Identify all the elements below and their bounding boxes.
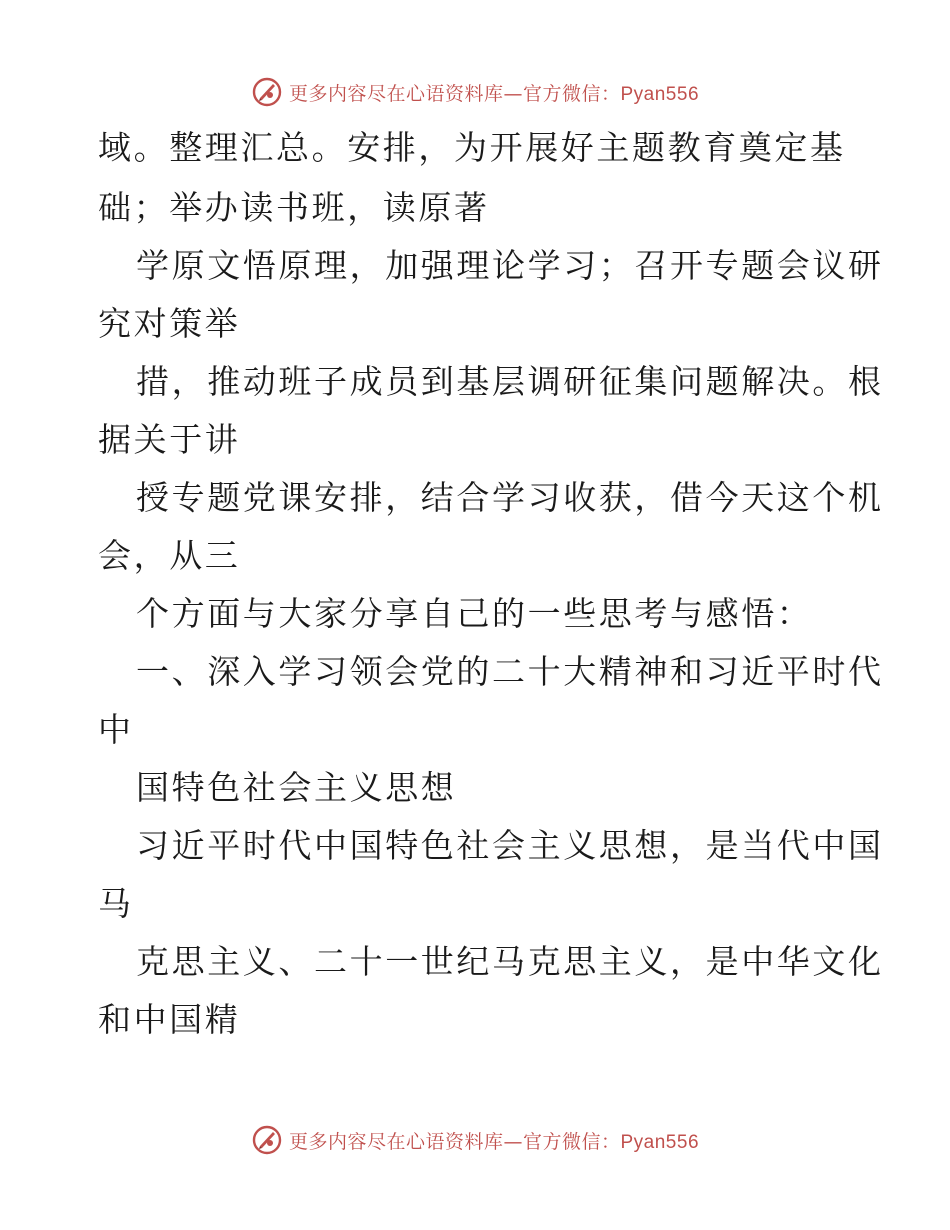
body-line: 克思主义、二十一世纪马克思主义，是中华文化: [136, 942, 884, 981]
body-line: 马: [98, 884, 134, 923]
body-line: 个方面与大家分享自己的一些思考与感悟：: [136, 594, 813, 633]
banner-text: 更多内容尽在心语资料库—官方微信：Pyan556: [288, 82, 700, 105]
body-line: 学原文悟原理，加强理论学习；召开专题会议研: [136, 246, 884, 285]
body-line: 授专题党课安排，结合学习收获，借今天这个机: [136, 478, 884, 517]
banner-text: 更多内容尽在心语资料库—官方微信：Pyan556: [288, 1130, 700, 1153]
body-line: 础；举办读书班，读原著: [98, 188, 490, 227]
section-heading: 一、深入学习领会党的二十大精神和习近平时代: [136, 652, 884, 691]
section-heading-cont: 中: [98, 710, 134, 749]
quill-seal-icon: [251, 76, 283, 108]
footer-banner: [0, 1120, 950, 1160]
body-line: 习近平时代中国特色社会主义思想，是当代中国: [136, 826, 884, 865]
body-line: 和中国精: [98, 1000, 241, 1039]
section-heading-cont: 国特色社会主义思想: [136, 768, 457, 807]
body-line: 措，推动班子成员到基层调研征集问题解决。根: [136, 362, 884, 401]
body-line: 据关于讲: [98, 420, 241, 459]
body-line: 会，从三: [98, 536, 241, 575]
header-banner: [0, 72, 950, 112]
body-line: 究对策举: [98, 304, 241, 343]
body-line: 域。整理汇总。安排，为开展好主题教育奠定基: [98, 128, 846, 167]
quill-seal-icon: [251, 1124, 283, 1156]
